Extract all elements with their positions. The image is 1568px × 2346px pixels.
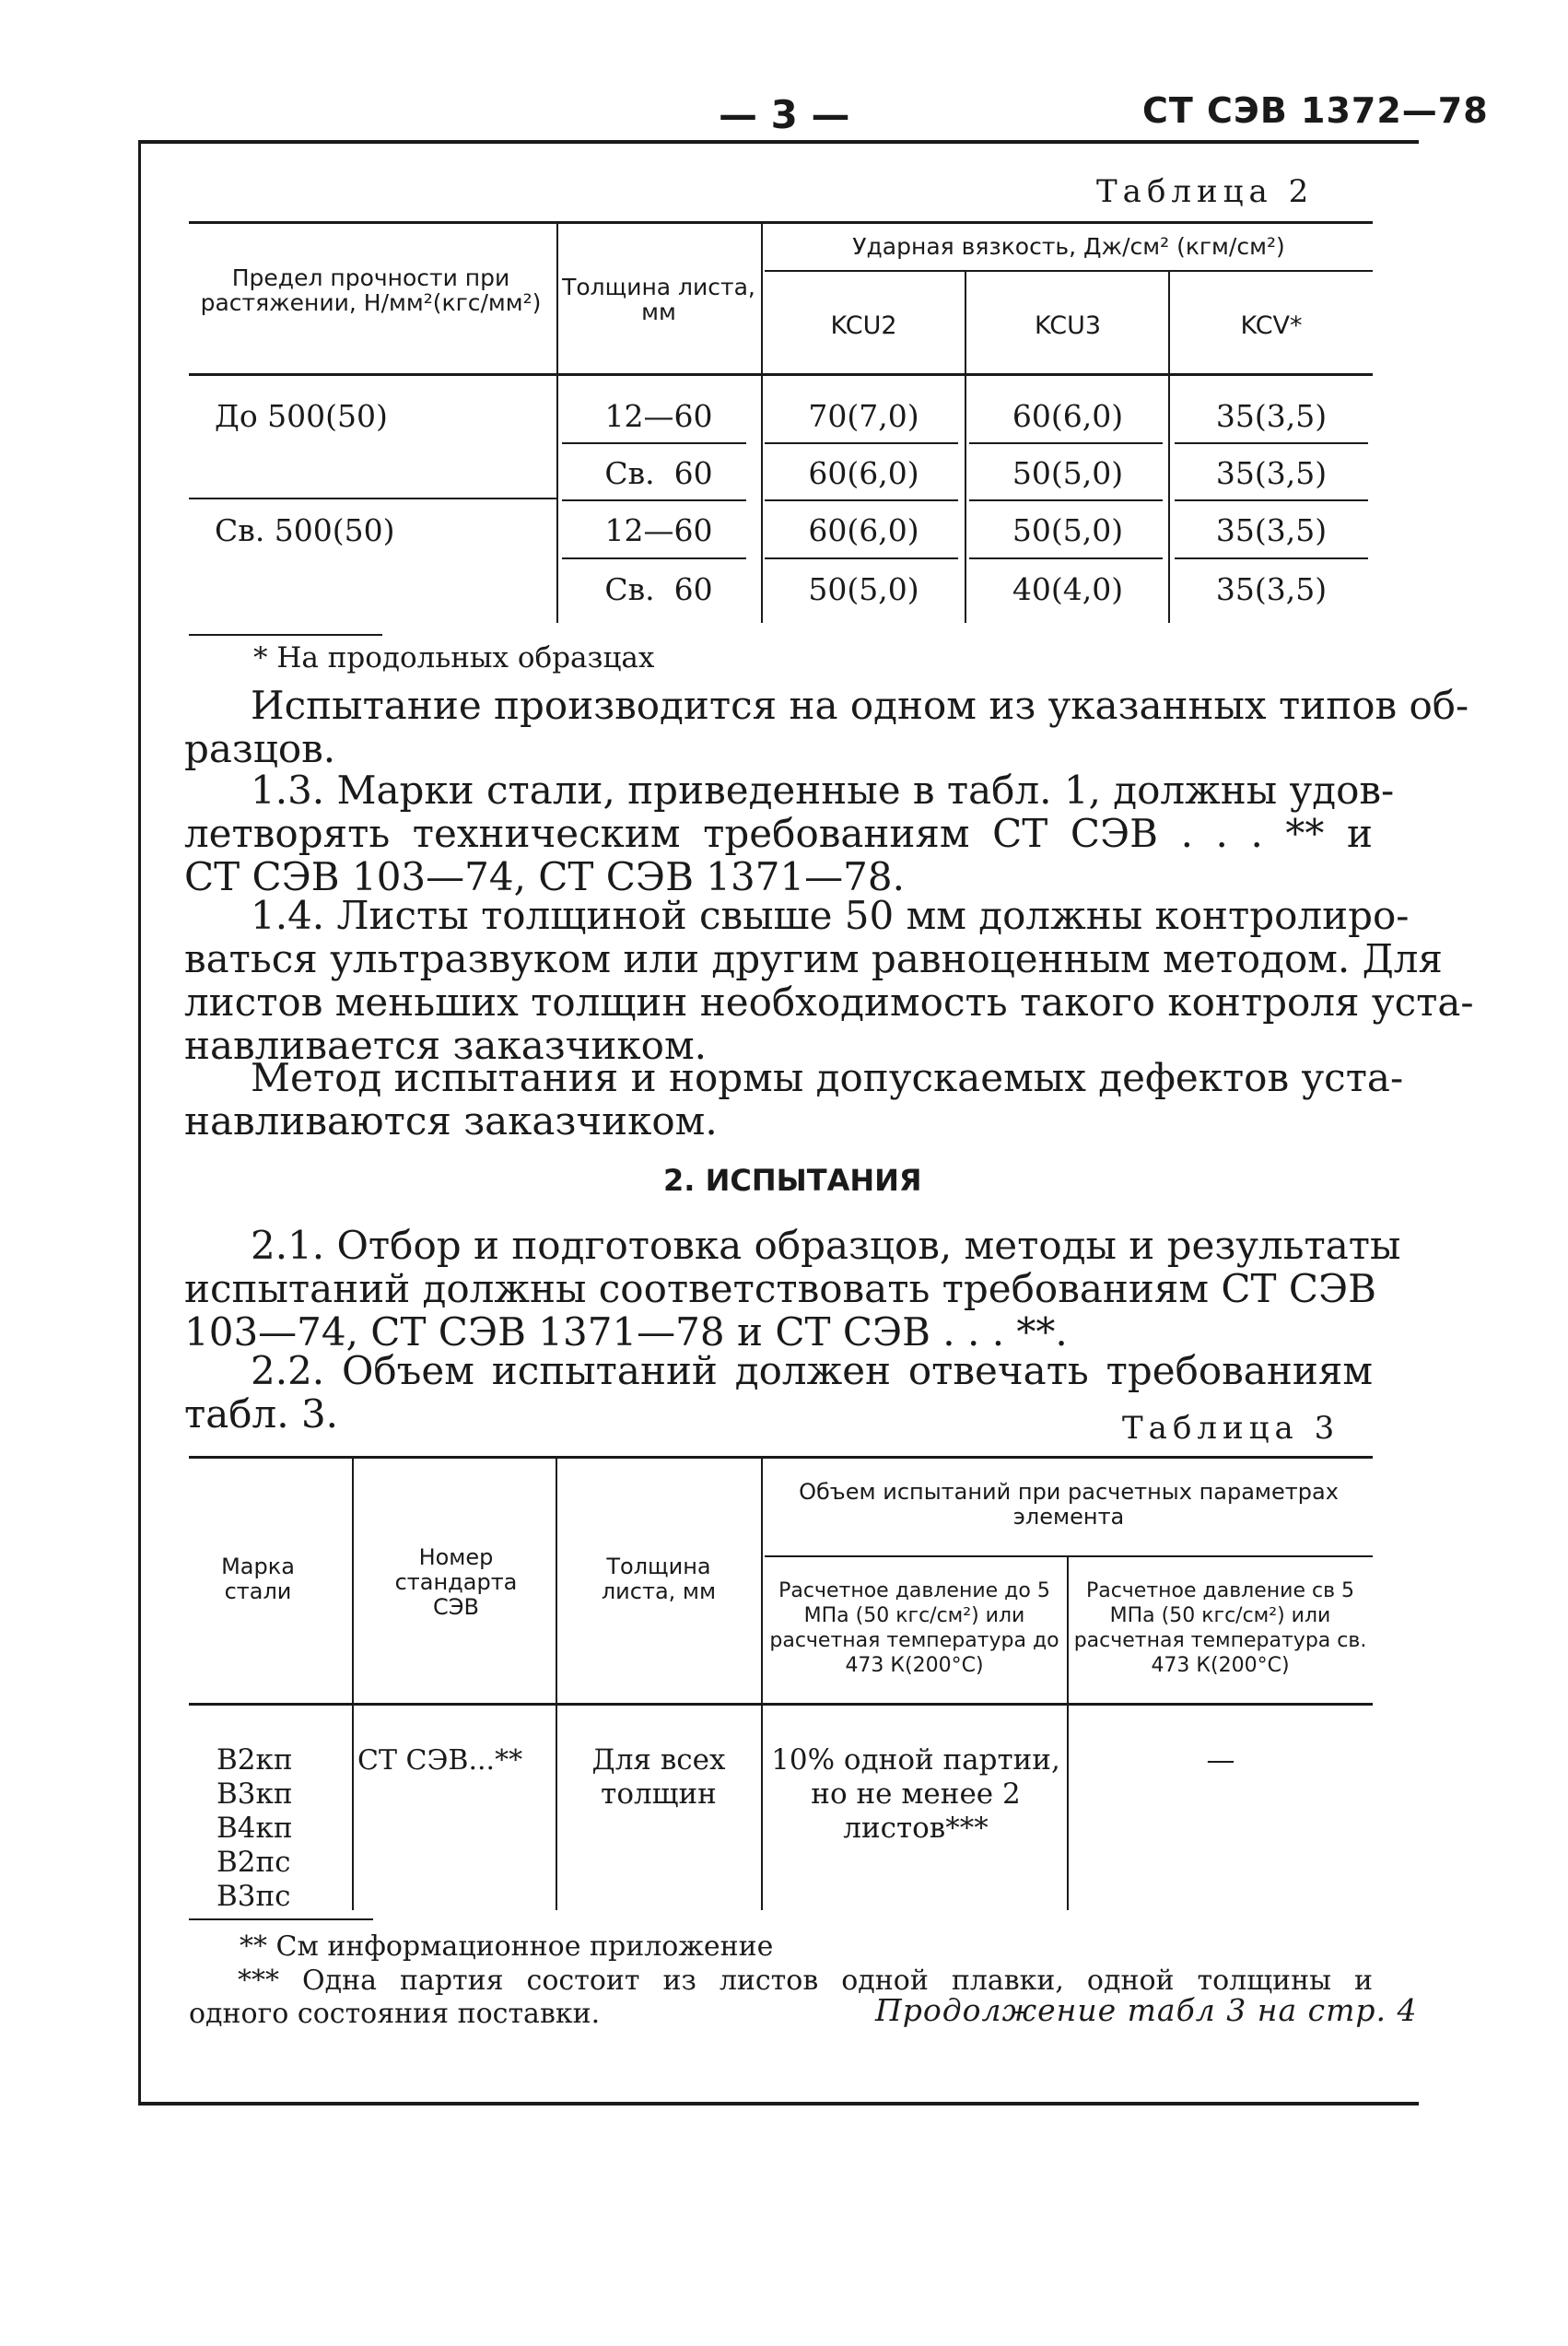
bottom-rule (138, 2102, 1419, 2106)
table2-cell: 70(7,0) (808, 398, 919, 434)
table3-footnote-2-continued: одного состояния поставки. (189, 1998, 601, 2030)
standard-designation: СТ СЭВ 1372—78 (1142, 90, 1489, 131)
paragraph-2-2: 2.2. Объем испытаний должен отвечать требованиям табл. 3. (184, 1348, 1373, 1437)
table2-cell: 50(5,0) (808, 571, 919, 607)
table2-cell: 60(6,0) (808, 455, 919, 491)
table2-header-kcu2: KCU2 (830, 311, 897, 340)
table2-header-kcv: KCV* (1240, 311, 1303, 340)
table3-header-volume: Объем испытаний при расчетных параметрах элемента (799, 1479, 1339, 1530)
table3-low-pressure-cell: 10% одной партии, но не менее 2 листов*** (771, 1743, 1060, 1845)
table2-caption: Таблица 2 (1096, 173, 1315, 210)
page-number: — 3 — (719, 92, 850, 137)
table3-footnote-2: *** Одна партия состоит из листов одной плавки, одной толщины и (238, 1965, 1373, 1997)
table2-cell: Св. 60 (604, 455, 713, 491)
table2-footnote: * На продольных образцах (253, 641, 655, 674)
table2-cell: 50(5,0) (1012, 455, 1124, 491)
paragraph-test-method: Метод испытания и нормы допускаемых дефектов уста- навливаются заказчиком. (184, 1055, 1404, 1144)
table2-cell: 35(3,5) (1215, 571, 1328, 607)
table2-header-thickness: Толщина листа, мм (562, 274, 755, 325)
table3-header-high-pressure: Расчетное давление св 5 МПа (50 кгс/см²) или расчетная температура св. 473 К(200°С) (1073, 1579, 1367, 1677)
table2-cell: 40(4,0) (1012, 571, 1124, 607)
table2-cell: 60(6,0) (1012, 398, 1124, 434)
paragraph-1-4: 1.4. Листы толщиной свыше 50 мм должны контролиро- ваться ультразвуком или другим равноценным методом. Для листов меньших толщин необходимость такого контроля уста- навливается заказчиком. (184, 893, 1474, 1068)
table2-cell: 60(6,0) (808, 512, 919, 548)
table3-thickness-cell: Для всех толщин (591, 1743, 726, 1811)
table3-standard-cell: СТ СЭВ...** (357, 1744, 523, 1777)
table3-header-standard: Номер стандарта СЭВ (394, 1544, 518, 1620)
table2-cell: 35(3,5) (1215, 512, 1328, 548)
table2-cell: 35(3,5) (1215, 398, 1328, 434)
section-heading-tests: 2. ИСПЫТАНИЯ (663, 1163, 922, 1198)
table3-high-pressure-cell: — (1206, 1743, 1235, 1777)
table3-header-grade: Марка стали (221, 1554, 295, 1604)
table3-header-low-pressure: Расчетное давление до 5 МПа (50 кгс/см²) или расчетная температура до 473 К(200°С) (769, 1579, 1059, 1677)
table2-cell: 12—60 (604, 398, 713, 434)
table3-footnote-1: ** См информационное приложение (240, 1930, 774, 1963)
paragraph-test-types: Испытание производится на одном из указанных типов об- разцов. (184, 683, 1469, 771)
table2-header-kcu3: KCU3 (1034, 311, 1102, 340)
table2-strength-group1: До 500(50) (215, 398, 388, 434)
table-continuation-note: Продолжение табл 3 на стр. 4 (875, 1992, 1418, 2028)
paragraph-2-1: 2.1. Отбор и подготовка образцов, методы и результаты испытаний должны соответствовать требованиям СТ СЭВ 103—74, СТ СЭВ 1371—78 и СТ СЭВ . . . **. (184, 1223, 1401, 1355)
table2-strength-group2: Св. 500(50) (215, 512, 395, 548)
table2-cell: 35(3,5) (1215, 455, 1328, 491)
left-margin-rule (138, 144, 141, 2102)
table3-grades: В2кп В3кп В4кп В2пс В3пс (216, 1743, 293, 1913)
paragraph-1-3: 1.3. Марки стали, приведенные в табл. 1, должны удов- летворять техническим требованиям СТ СЭВ . . . ** и СТ СЭВ 103—74, СТ СЭВ 1371—78. (184, 768, 1395, 899)
table2-cell: 12—60 (604, 512, 713, 548)
table2-cell: Св. 60 (604, 571, 713, 607)
table2-cell: 50(5,0) (1012, 512, 1124, 548)
table3-caption: Таблица 3 (1122, 1410, 1340, 1447)
table2-header-strength: Предел прочности при растяжении, Н/мм²(кгс/мм²) (200, 264, 542, 316)
table3-header-thickness: Толщина листа, мм (601, 1554, 717, 1604)
top-rule (138, 140, 1419, 144)
table2-header-impact: Ударная вязкость, Дж/см² (кгм/см²) (852, 233, 1285, 260)
